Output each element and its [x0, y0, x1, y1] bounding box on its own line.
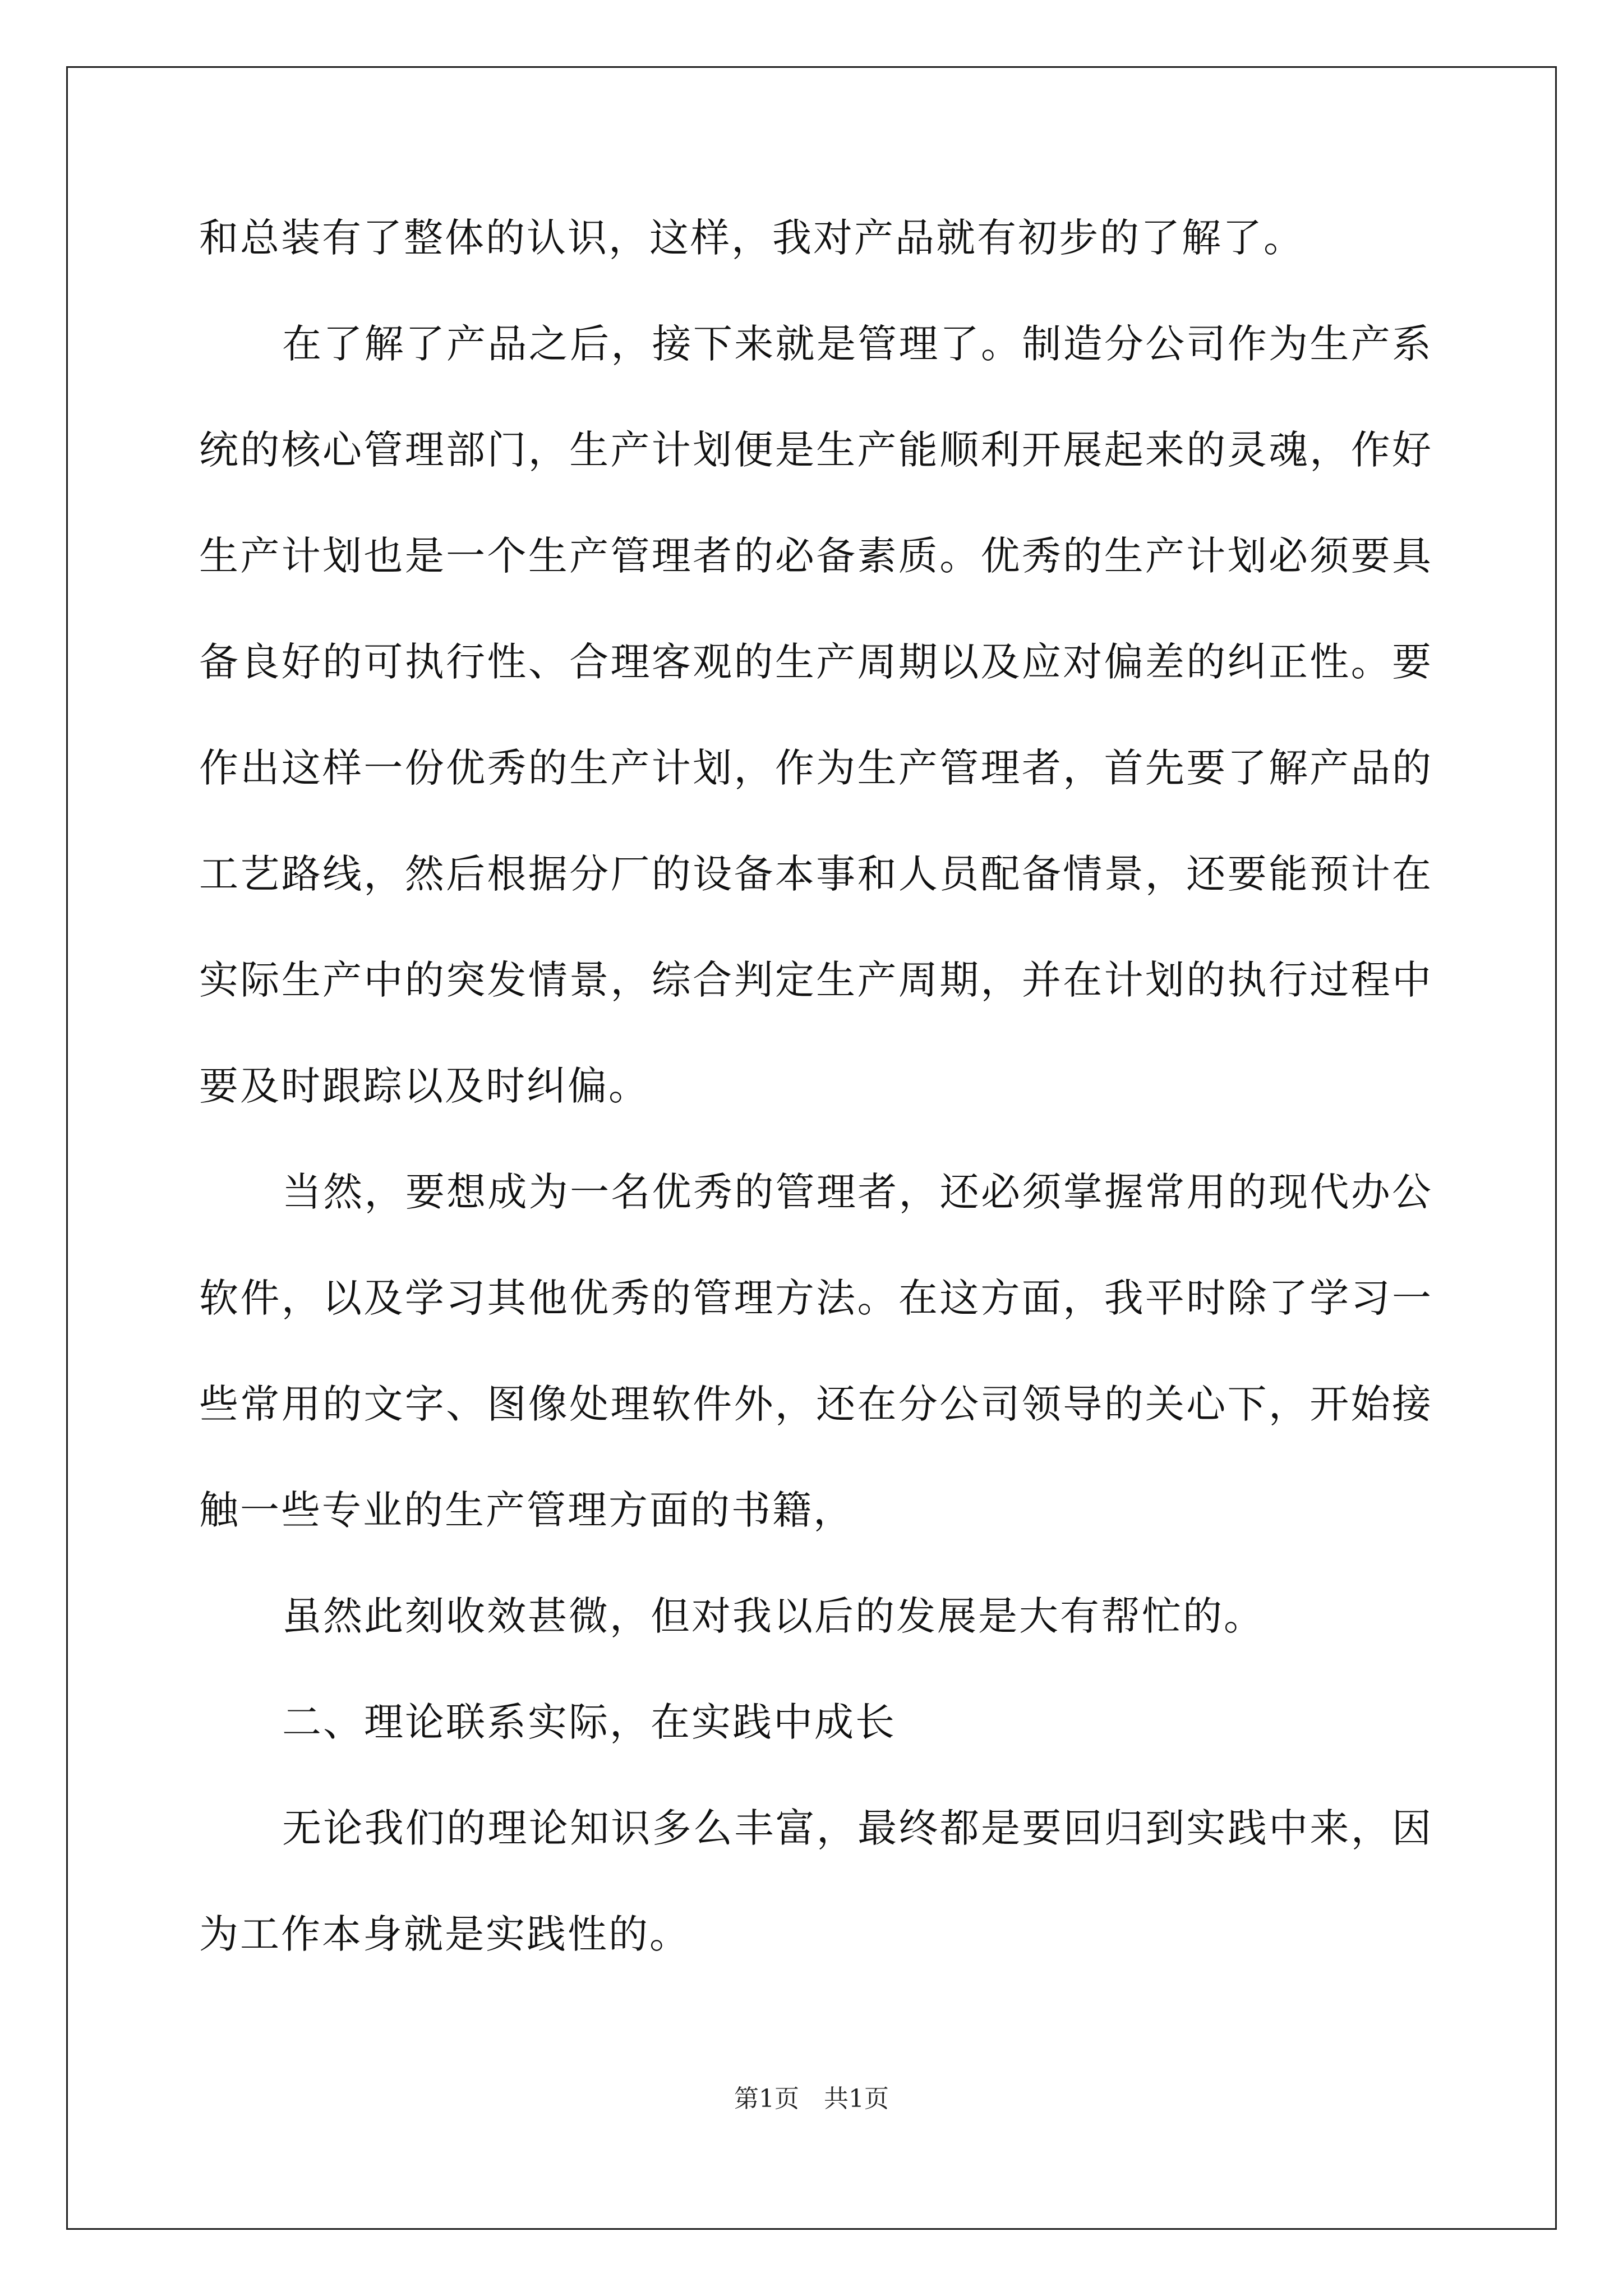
paragraph-2: 在了解了产品之后，接下来就是管理了。制造分公司作为生产系统的核心管理部门，生产计划便是生产能顺利开展起来的灵魂，作好生产计划也是一个生产管理者的必备素质。优秀的生产计划必须要具备良好的可执行性、合理客观的生产周期以及应对偏差的纠正性。要作出这样一份优秀的生产计划，作为生产管理者，首先要了解产品的工艺路线，然后根据分厂的设备本事和人员配备情景，还要能预计在实际生产中的突发情景，综合判定生产周期，并在计划的执行过程中要及时跟踪以及时纠偏。 — [199, 321, 1433, 1109]
paragraph-1: 和总装有了整体的认识，这样，我对产品就有初步的了解了。 — [199, 215, 1304, 261]
page-footer: 第1页 共1页 — [734, 2085, 889, 2113]
paragraph-5: 无论我们的理论知识多么丰富，最终都是要回归到实践中来，因为工作本身就是实践性的。 — [199, 1805, 1433, 1957]
document-body — [199, 185, 1433, 1987]
section-heading: 二、理论联系实际，在实践中成长 — [282, 1699, 896, 1745]
paragraph-3: 当然，要想成为一名优秀的管理者，还必须掌握常用的现代办公软件，以及学习其他优秀的管理方法。在这方面，我平时除了学习一些常用的文字、图像处理软件外，还在分公司领导的关心下，开始接触一些专业的生产管理方面的书籍， — [199, 1169, 1433, 1533]
paragraph-4: 虽然此刻收效甚微，但对我以后的发展是大有帮忙的。 — [282, 1593, 1265, 1639]
